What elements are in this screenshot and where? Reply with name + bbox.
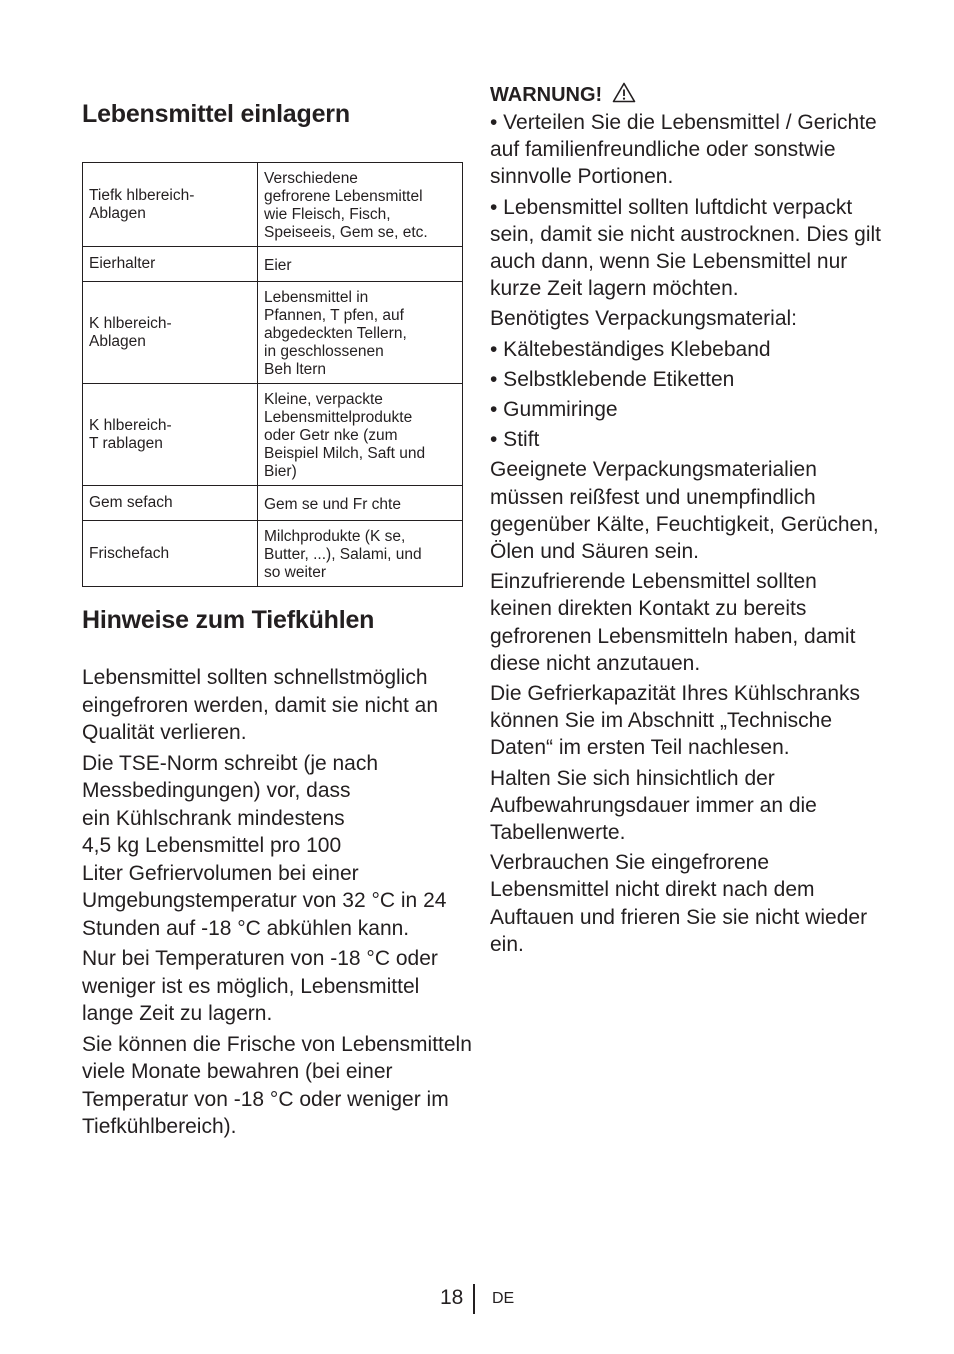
- warning-label: WARNUNG!: [490, 84, 603, 106]
- paragraph: Sie können die Frische von Lebensmitteln viele Monate bewahren (bei einer Temperatur von -18 °C oder weniger im Tiefkühlbereich).: [82, 1032, 472, 1138]
- section-heading-freezing: Hinweise zum Tiefkühlen: [82, 606, 375, 634]
- table-cell-area: Gem sefach: [83, 486, 258, 521]
- table-row: [83, 163, 463, 247]
- table-cell-area: Eierhalter: [83, 247, 258, 282]
- language-code: DE: [492, 1290, 515, 1307]
- freezing-text: [82, 664, 472, 1144]
- paragraph: Lebensmittel sollten schnellstmöglich eingefroren werden, damit sie nicht an Qualität verlieren.: [82, 666, 439, 744]
- table-row: [83, 486, 463, 521]
- table-cell-content: Kleine, verpackte Lebensmittelprodukte oder Getr nke (zum Beispiel Milch, Saft und Bier): [258, 384, 463, 486]
- table-cell-area: K hlbereich- T rablagen: [83, 384, 258, 486]
- storage-table: [82, 162, 463, 587]
- table-cell-content: Eier: [258, 247, 463, 282]
- paragraph: • Lebensmittel sollten luftdicht verpackt sein, damit sie nicht austrocknen. Dies gilt auch dann, wenn Sie Lebensmittel nur kurze Zeit lagern möchten.: [490, 195, 882, 301]
- table-row: [83, 521, 463, 587]
- paragraph: Verbrauchen Sie eingefrorene Lebensmittel nicht direkt nach dem Auftauen und frieren Sie sie nicht wieder ein.: [490, 851, 868, 956]
- table-row: [83, 282, 463, 384]
- paragraph: • Verteilen Sie die Lebensmittel / Gerichte auf familienfreundliche oder sonstwie sinnvolle Portionen.: [490, 111, 877, 189]
- paragraph: Halten Sie sich hinsichtlich der Aufbewahrungsdauer immer an die Tabellenwerte.: [490, 766, 817, 845]
- table-cell-content: Verschiedene gefrorene Lebensmittel wie Fleisch, Fisch, Speiseeis, Gem se, etc.: [258, 163, 463, 247]
- table-row: [83, 384, 463, 486]
- page-footer: [0, 1284, 954, 1314]
- section-heading-storage: Lebensmittel einlagern: [82, 100, 350, 128]
- paragraph: Benötigtes Verpackungsmaterial:: [490, 307, 798, 331]
- warning-heading: [490, 82, 636, 107]
- table-cell-area: Frischefach: [83, 521, 258, 587]
- footer-divider: [473, 1284, 475, 1314]
- page-number: 18: [440, 1286, 464, 1309]
- paragraph: Geeignete Verpackungsmaterialien müssen reißfest und unempfindlich gegenüber Kälte, Feuchtigkeit, Gerüchen, Ölen und Säuren sein.: [490, 458, 879, 564]
- warning-text: [490, 109, 882, 961]
- list-item: • Stift: [490, 428, 540, 452]
- table-cell-content: Milchprodukte (K se, Butter, ...), Salami, und so weiter: [258, 521, 463, 587]
- list-item: • Gummiringe: [490, 398, 618, 422]
- paragraph: Nur bei Temperaturen von -18 °C oder weniger ist es möglich, Lebensmittel lange Zeit zu lagern.: [82, 947, 438, 1025]
- paragraph: Einzufrierende Lebensmittel sollten keinen direkten Kontakt zu bereits gefrorenen Lebensmitteln haben, damit diese nicht anzutauen.: [490, 570, 856, 675]
- list-item: • Selbstklebende Etiketten: [490, 367, 735, 391]
- table-cell-area: K hlbereich- Ablagen: [83, 282, 258, 384]
- warning-triangle-icon: [612, 82, 636, 103]
- paragraph: Die Gefrierkapazität Ihres Kühlschranks können Sie im Abschnitt „Technische Daten“ im ersten Teil nachlesen.: [490, 682, 860, 760]
- table-cell-content: Lebensmittel in Pfannen, T pfen, auf abgedeckten Tellern, in geschlossenen Beh ltern: [258, 282, 463, 384]
- table-cell-content: Gem se und Fr chte: [258, 486, 463, 521]
- table-row: [83, 247, 463, 282]
- list-item: • Kältebeständiges Klebeband: [490, 337, 771, 361]
- paragraph: Die TSE-Norm schreibt (je nach Messbedingungen) vor, dass ein Kühlschrank mindestens 4,5 kg Lebensmittel pro 100 Liter Gefriervolumen bei einer Umgebungstemperatur von 32 °C in 24 Stunden auf -18 °C abkühlen kann.: [82, 751, 447, 940]
- table-cell-area: Tiefk hlbereich- Ablagen: [83, 163, 258, 247]
